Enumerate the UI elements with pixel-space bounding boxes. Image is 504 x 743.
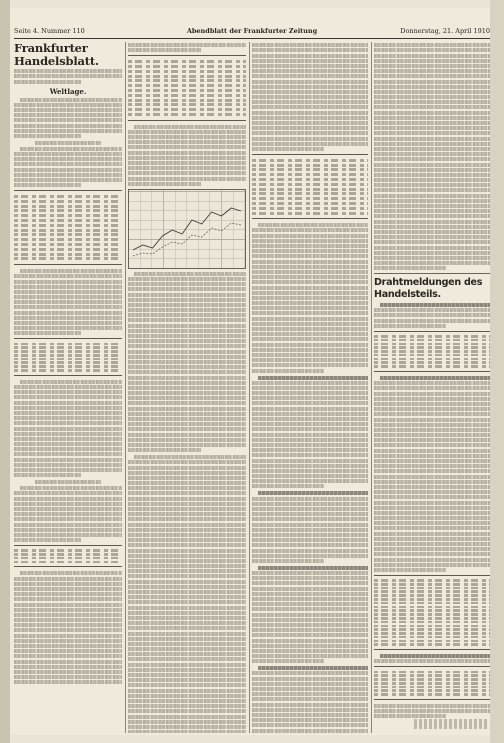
article-paragraph xyxy=(128,43,246,52)
header-date: Donnerstag, 21. April 1910 xyxy=(400,27,490,35)
article-paragraph xyxy=(374,43,490,270)
column-2 xyxy=(128,42,246,733)
column-separator xyxy=(125,42,126,733)
chart-graphic xyxy=(129,190,245,268)
article-paragraph xyxy=(252,223,368,372)
article-subheading xyxy=(14,480,122,484)
telegram-paragraph xyxy=(374,376,490,572)
article-paragraph xyxy=(128,272,246,452)
column-separator xyxy=(249,42,250,733)
page-edge-right xyxy=(490,0,504,743)
section-masthead: Frankfurter Handelsblatt. xyxy=(14,42,99,68)
article-title: Weltlage. xyxy=(49,86,87,96)
header-page-number: Seite 4. Nummer 110 xyxy=(14,27,85,35)
masthead-subline xyxy=(14,69,122,83)
article-paragraph xyxy=(14,571,122,684)
statistics-table xyxy=(252,154,368,219)
page-header xyxy=(14,26,490,39)
article-paragraph xyxy=(252,43,368,151)
column-4 xyxy=(374,42,490,733)
article-paragraph xyxy=(252,491,368,562)
article-paragraph xyxy=(14,269,122,335)
statistics-table xyxy=(14,545,122,567)
statistics-table xyxy=(128,55,246,120)
column-separator xyxy=(371,42,372,733)
article-paragraph xyxy=(14,380,122,477)
article-paragraph xyxy=(128,455,246,733)
column-3 xyxy=(252,42,368,733)
statistics-table xyxy=(14,338,122,375)
printer-imprint xyxy=(414,719,488,729)
header-newspaper-name: Abendblatt der Frankfurter Zeitung xyxy=(186,27,318,35)
statistics-table xyxy=(14,190,122,265)
article-paragraph xyxy=(14,486,122,542)
article-paragraph xyxy=(252,376,368,489)
article-paragraph xyxy=(252,666,368,733)
article-paragraph xyxy=(14,98,122,138)
quotation-table xyxy=(374,331,490,372)
page-edge-left xyxy=(0,0,10,743)
column-1 xyxy=(14,42,122,733)
article-paragraph xyxy=(14,147,122,187)
telegram-paragraph xyxy=(374,654,490,663)
price-curve-chart xyxy=(128,189,246,269)
article-paragraph xyxy=(128,125,246,186)
quotation-table xyxy=(374,666,490,700)
telegram-paragraph xyxy=(374,704,490,718)
telegram-section-title: Drahtmeldungen des Handelsteils. xyxy=(374,277,483,301)
article-paragraph xyxy=(252,566,368,663)
quotation-table xyxy=(374,575,490,650)
telegram-paragraph xyxy=(374,303,490,328)
article-subheading xyxy=(14,141,122,145)
section-rule xyxy=(374,273,490,274)
